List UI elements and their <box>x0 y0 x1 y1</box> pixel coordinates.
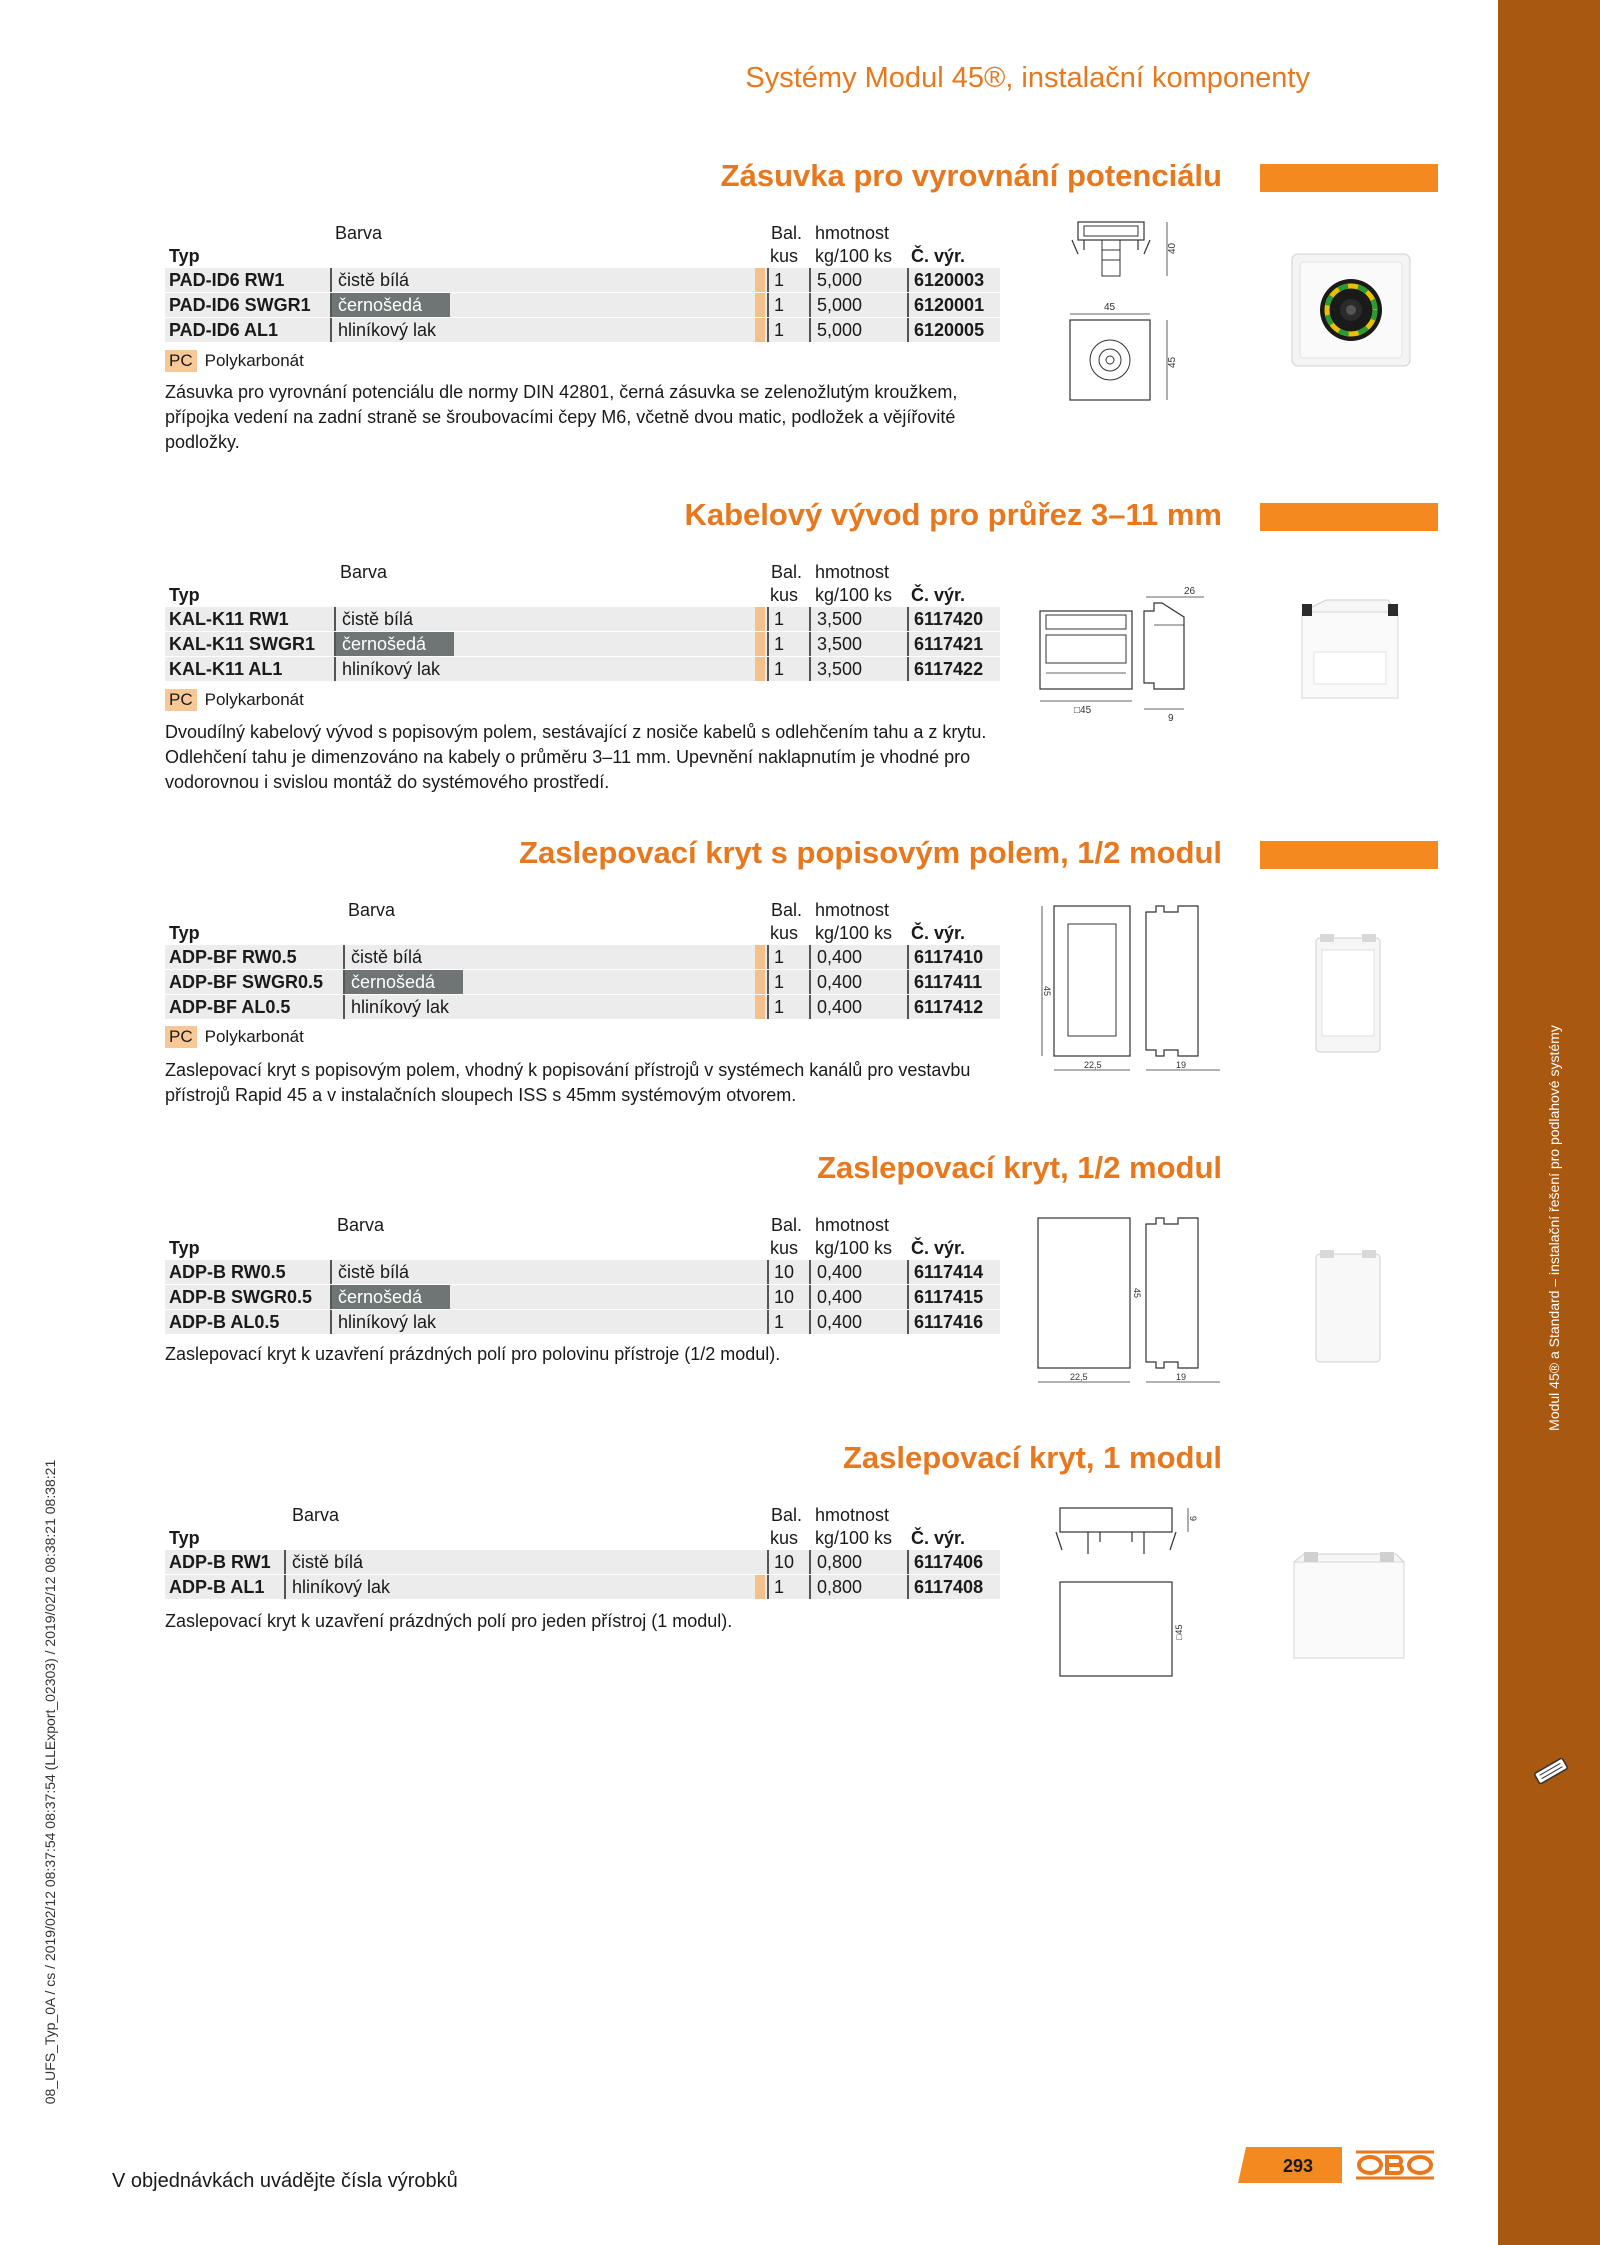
row-marker <box>755 657 765 681</box>
cell-cislo: 6117415 <box>907 1285 988 1309</box>
technical-drawing <box>1064 216 1184 426</box>
cell-barva: černošedá <box>334 632 454 656</box>
section-title: Zásuvka pro vyrovnání potenciálu <box>720 158 1222 193</box>
dim-label: 45 <box>1104 302 1116 313</box>
cell-barva: čistě bílá <box>334 607 419 631</box>
cell-bal: 1 <box>767 1575 789 1599</box>
material-line <box>165 350 304 372</box>
table-header <box>165 896 1000 944</box>
section-title: Zaslepovací kryt s popisovým polem, 1/2 modul <box>519 835 1222 870</box>
header-barva: Barva <box>337 1215 385 1235</box>
header-cislo: Č. výr. <box>911 246 966 266</box>
cell-barva: hliníkový lak <box>334 657 446 681</box>
technical-drawing <box>1054 1502 1204 1682</box>
cell-typ: PAD-ID6 SWGR1 <box>169 295 311 315</box>
cell-typ: ADP-BF SWGR0.5 <box>169 972 324 992</box>
technical-drawing <box>1034 1212 1224 1392</box>
dim-label: 40 <box>1167 242 1178 254</box>
product-table <box>165 1211 1000 1334</box>
product-photo <box>1310 930 1390 1060</box>
page-number: 293 <box>1283 2156 1314 2176</box>
cell-bal: 1 <box>767 1310 789 1334</box>
table-row <box>165 1550 1000 1574</box>
cell-bal: 10 <box>767 1260 799 1284</box>
cell-typ: ADP-B SWGR0.5 <box>169 1287 313 1307</box>
material-tag: PC <box>165 689 197 711</box>
cell-barva: černošedá <box>330 1285 450 1309</box>
cell-typ: PAD-ID6 RW1 <box>169 270 285 290</box>
row-marker <box>755 632 765 656</box>
chapter-label: Modul 45® a Standard – instalační řešení pro podlahové systémy <box>1546 1025 1562 1431</box>
header-hmotnost: hmotnost <box>815 1505 890 1525</box>
cell-bal: 1 <box>767 657 789 681</box>
header-kus: kus <box>770 1528 799 1548</box>
material-name: Polykarbonát <box>204 351 304 370</box>
technical-drawing <box>1034 900 1224 1080</box>
cell-bal: 1 <box>767 945 789 969</box>
cell-typ: ADP-BF RW0.5 <box>169 947 297 967</box>
dim-label: 45 <box>1167 356 1178 368</box>
cell-bal: 10 <box>767 1285 799 1309</box>
header-hmotnost: hmotnost <box>815 1215 890 1235</box>
header-typ: Typ <box>169 1238 200 1258</box>
header-barva: Barva <box>348 900 396 920</box>
header-kus: kus <box>770 1238 799 1258</box>
row-marker <box>755 970 765 994</box>
section-description: Zaslepovací kryt k uzavření prázdných polí pro polovinu přístroje (1/2 modul). <box>165 1344 781 1364</box>
cell-barva: čistě bílá <box>284 1550 369 1574</box>
header-typ: Typ <box>169 1528 200 1548</box>
table-row <box>165 1285 1000 1309</box>
table-row <box>165 1575 1000 1599</box>
row-marker <box>755 995 765 1019</box>
cell-hmotnost: 3,500 <box>809 657 868 681</box>
section-accent-bar <box>1260 503 1438 531</box>
material-line <box>165 1026 304 1048</box>
dim-label: 19 <box>1176 1372 1187 1382</box>
section-accent-bar <box>1260 164 1438 192</box>
cell-barva: černošedá <box>343 970 463 994</box>
header-typ: Typ <box>169 246 200 266</box>
row-marker <box>755 293 765 317</box>
material-tag: PC <box>165 350 197 372</box>
cell-hmotnost: 0,400 <box>809 945 868 969</box>
table-row <box>165 1310 1000 1334</box>
header-kus: kus <box>770 246 799 266</box>
dim-label: 9 <box>1168 713 1174 724</box>
table-row <box>165 607 1000 631</box>
cell-cislo: 6117414 <box>907 1260 988 1284</box>
header-hmotnost-unit: kg/100 ks <box>815 246 893 266</box>
dim-label: 45 <box>1132 1288 1142 1299</box>
header-barva: Barva <box>292 1505 340 1525</box>
table-row <box>165 268 1000 292</box>
header-bal: Bal. <box>771 1215 803 1235</box>
dim-label: 9 <box>1188 1516 1198 1522</box>
cell-barva: hliníkový lak <box>284 1575 396 1599</box>
header-typ: Typ <box>169 585 200 605</box>
header-cislo: Č. výr. <box>911 923 966 943</box>
cell-typ: ADP-B AL1 <box>169 1577 265 1597</box>
cell-typ: KAL-K11 SWGR1 <box>169 634 316 654</box>
cell-cislo: 6117416 <box>907 1310 988 1334</box>
table-row <box>165 970 1000 994</box>
material-name: Polykarbonát <box>204 1027 304 1046</box>
product-photo <box>1282 240 1422 380</box>
table-header <box>165 1211 1000 1259</box>
header-bal: Bal. <box>771 223 803 243</box>
obo-logo <box>1355 2149 1435 2181</box>
cell-barva: čistě bílá <box>330 268 415 292</box>
print-stamp: 08_UFS_Typ_0A / cs / 2019/02/12 08:37:54 08:37:54 (LLExport_02303) / 2019/02/12 08:38:21 08:38:21 <box>42 1459 58 2105</box>
dim-label: 22,5 <box>1084 1060 1102 1070</box>
header-cislo: Č. výr. <box>911 1528 966 1548</box>
cell-cislo: 6117410 <box>907 945 988 969</box>
header-hmotnost-unit: kg/100 ks <box>815 585 893 605</box>
table-header <box>165 558 1000 606</box>
cell-hmotnost: 0,400 <box>809 1285 868 1309</box>
product-table <box>165 1501 1000 1599</box>
cell-hmotnost: 0,800 <box>809 1575 868 1599</box>
cell-typ: ADP-B RW0.5 <box>169 1262 286 1282</box>
table-header <box>165 219 1000 267</box>
dim-label: 45 <box>1042 986 1052 997</box>
footer-note: V objednávkách uvádějte čísla výrobků <box>112 2170 458 2192</box>
cell-hmotnost: 3,500 <box>809 607 868 631</box>
cell-hmotnost: 5,000 <box>809 318 868 342</box>
cell-typ: ADP-B RW1 <box>169 1552 271 1572</box>
header-hmotnost-unit: kg/100 ks <box>815 923 893 943</box>
cell-hmotnost: 0,800 <box>809 1550 868 1574</box>
cell-typ: ADP-B AL0.5 <box>169 1312 280 1332</box>
table-row <box>165 995 1000 1019</box>
header-hmotnost-unit: kg/100 ks <box>815 1528 893 1548</box>
header-kus: kus <box>770 585 799 605</box>
cell-bal: 1 <box>767 318 789 342</box>
header-hmotnost: hmotnost <box>815 562 890 582</box>
cell-cislo: 6117406 <box>907 1550 988 1574</box>
cell-hmotnost: 3,500 <box>809 632 868 656</box>
row-marker <box>755 318 765 342</box>
table-row <box>165 945 1000 969</box>
table-row <box>165 657 1000 681</box>
cell-barva: hliníkový lak <box>330 318 442 342</box>
dim-label: 19 <box>1176 1060 1187 1070</box>
technical-drawing <box>1034 585 1224 725</box>
cell-cislo: 6117411 <box>907 970 987 994</box>
header-bal: Bal. <box>771 562 803 582</box>
cell-bal: 1 <box>767 293 789 317</box>
page-header-title: Systémy Modul 45®, instalační komponenty <box>745 62 1310 94</box>
dim-label: □45 <box>1174 1624 1184 1640</box>
header-kus: kus <box>770 923 799 943</box>
row-marker <box>755 1575 765 1599</box>
section-title: Zaslepovací kryt, 1 modul <box>842 1440 1222 1475</box>
section-description: Zaslepovací kryt k uzavření prázdných polí pro jeden přístroj (1 modul). <box>165 1611 733 1631</box>
product-photo <box>1310 1246 1390 1368</box>
cell-cislo: 6117422 <box>907 657 988 681</box>
header-hmotnost: hmotnost <box>815 223 890 243</box>
cell-cislo: 6117408 <box>907 1575 988 1599</box>
cell-bal: 1 <box>767 995 789 1019</box>
cell-typ: ADP-BF AL0.5 <box>169 997 291 1017</box>
row-marker <box>755 607 765 631</box>
cell-hmotnost: 5,000 <box>809 293 868 317</box>
row-marker <box>755 268 765 292</box>
table-row <box>165 632 1000 656</box>
cell-hmotnost: 0,400 <box>809 1310 868 1334</box>
cell-hmotnost: 0,400 <box>809 995 868 1019</box>
dim-label: 22,5 <box>1070 1372 1088 1382</box>
section-description: Zásuvka pro vyrovnání potenciálu dle normy DIN 42801, černá zásuvka se zelenožlutým kroužkem, přípojka vedení na zadní straně se šroubovacími čepy M6, včetně dvou matic, podložek a vějířovité podložky. <box>165 382 958 452</box>
cell-hmotnost: 0,400 <box>809 1260 868 1284</box>
header-typ: Typ <box>169 923 200 943</box>
cell-barva: hliníkový lak <box>343 995 455 1019</box>
cell-typ: KAL-K11 AL1 <box>169 659 283 679</box>
material-name: Polykarbonát <box>204 690 304 709</box>
header-bal: Bal. <box>771 900 803 920</box>
cell-hmotnost: 5,000 <box>809 268 868 292</box>
cell-cislo: 6117420 <box>907 607 988 631</box>
header-barva: Barva <box>340 562 388 582</box>
table-row <box>165 293 1000 317</box>
cell-cislo: 6120003 <box>907 268 989 292</box>
table-row <box>165 318 1000 342</box>
table-header <box>165 1501 1000 1549</box>
section-title: Kabelový vývod pro průřez 3–11 mm <box>684 497 1222 532</box>
section-description: Zaslepovací kryt s popisovým polem, vhodný k popisování přístrojů v systémech kanálů pro vestavbu přístrojů Rapid 45 a v instalačních sloupech ISS s 45mm systémovým otvorem. <box>165 1060 971 1105</box>
cell-bal: 1 <box>767 268 789 292</box>
dim-label: □45 <box>1074 705 1092 716</box>
product-table <box>165 219 1000 342</box>
cell-hmotnost: 0,400 <box>809 970 868 994</box>
cell-typ: PAD-ID6 AL1 <box>169 320 279 340</box>
header-cislo: Č. výr. <box>911 585 966 605</box>
material-tag: PC <box>165 1026 197 1048</box>
material-line <box>165 689 304 711</box>
cell-bal: 1 <box>767 607 789 631</box>
cell-barva: čistě bílá <box>330 1260 415 1284</box>
cell-barva: čistě bílá <box>343 945 428 969</box>
cell-bal: 1 <box>767 970 789 994</box>
header-barva: Barva <box>335 223 383 243</box>
cell-typ: KAL-K11 RW1 <box>169 609 289 629</box>
section-accent-bar <box>1260 841 1438 869</box>
cell-cislo: 6120001 <box>907 293 989 317</box>
section-title: Zaslepovací kryt, 1/2 modul <box>817 1150 1222 1185</box>
cell-barva: černošedá <box>330 293 450 317</box>
product-photo <box>1284 1542 1414 1668</box>
cell-barva: hliníkový lak <box>330 1310 442 1334</box>
header-hmotnost-unit: kg/100 ks <box>815 1238 893 1258</box>
header-cislo: Č. výr. <box>911 1238 966 1258</box>
cable-duct-icon <box>1531 1756 1571 1786</box>
header-hmotnost: hmotnost <box>815 900 890 920</box>
row-marker <box>755 945 765 969</box>
cell-cislo: 6120005 <box>907 318 989 342</box>
cell-cislo: 6117412 <box>907 995 988 1019</box>
product-table <box>165 558 1000 681</box>
cell-bal: 10 <box>767 1550 799 1574</box>
product-table <box>165 896 1000 1019</box>
header-bal: Bal. <box>771 1505 803 1525</box>
cell-cislo: 6117421 <box>907 632 988 656</box>
dim-label: 26 <box>1184 586 1196 597</box>
section-description: Dvoudílný kabelový vývod s popisovým polem, sestávající z nosiče kabelů s odlehčením tahu a z krytu. Odlehčení tahu je dimenzováno na kabely o průměru 3–11 mm. Upevnění naklapnutím je vhodné pro vodorovnou i svislou montáž do systémového prostředí. <box>165 722 987 792</box>
table-row <box>165 1260 1000 1284</box>
cell-bal: 1 <box>767 632 789 656</box>
product-photo <box>1282 590 1422 710</box>
